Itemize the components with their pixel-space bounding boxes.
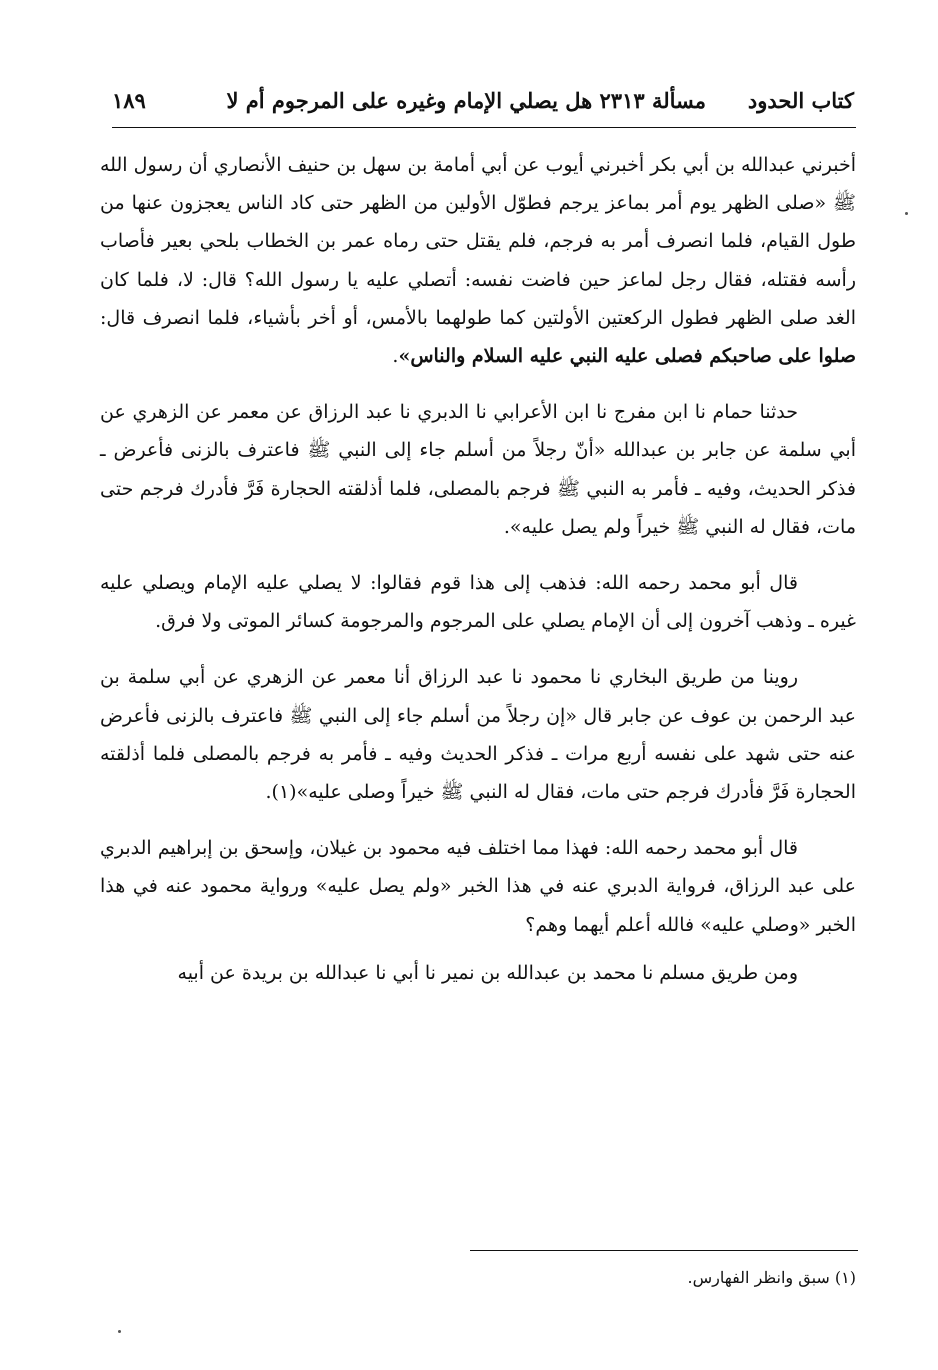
paragraph-6: ومن طريق مسلم نا محمد بن عبدالله بن نمير نا أبي نا عبدالله بن بريدة عن أبيه <box>177 961 798 984</box>
page-number: ١٨٩ <box>112 88 146 113</box>
paragraph-3: قال أبو محمد رحمه الله: فذهب إلى هذا قوم فقالوا: لا يصلي عليه الإمام ويصلي عليه غيره ـ وذهب آخرون إلى أن الإمام يصلي على المرجوم والمرجومة كسائر الموتى ولا فرق. <box>100 572 856 633</box>
footnote-divider <box>470 1250 858 1251</box>
scan-speck <box>905 212 908 215</box>
issue-title: مسألة ٢٣١٣ هل يصلي الإمام وغيره على المرجوم أم لا <box>226 88 706 113</box>
paragraph-1-bold-quote: صلوا على صاحبكم فصلى عليه النبي عليه السلام والناس» <box>398 345 856 368</box>
paragraph-1 <box>100 146 856 375</box>
paragraph-2: حدثنا حمام نا ابن مفرج نا ابن الأعرابي نا الدبري نا عبد الرزاق عن معمر عن الزهري عن أبي سلمة عن جابر بن عبدالله «أنّ رجلاً من أسلم جاء إلى النبي ﷺ فاعترف بالزنى فأعرض ـ فذكر الحديث، وفيه ـ فأمر به النبي ﷺ فرجم بالمصلى، فلما أذلقته الحجارة فَرَّ فأدرك فرجم حتى مات، فقال له النبي ﷺ خيراً ولم يصل عليه». <box>100 401 856 538</box>
book-title: كتاب الحدود <box>747 88 854 113</box>
paragraph-5: قال أبو محمد رحمه الله: فهذا مما اختلف فيه محمود بن غيلان، وإسحق بن إبراهيم الدبري على عبد الرزاق، فرواية الدبري عنه في هذا الخبر «ولم يصل عليه» ورواية محمود عنه في هذا الخبر «وصلي عليه» فالله أعلم أيهما وهم؟ <box>100 837 856 936</box>
main-text <box>100 146 856 992</box>
scan-speck <box>118 1330 121 1333</box>
paragraph-1-text: أخبرني عبدالله بن أبي بكر أخبرني أيوب عن أبي أمامة بن سهل بن حنيف الأنصاري أن رسول الله ﷺ «صلى الظهر يوم أمر بماعز يرجم فطوّل الأولين من الظهر حتى كاد الناس يعجزون عنها من طول القيام، فلما انصرف أمر به فرجم، فلم يقتل حتى رماه عمر بن الخطاب بلحي بعير فأصاب رأسه فقتله، فقال رجل لماعز حين فاضت نفسه: أتصلي عليه يا رسول الله؟ قال: لا، فلما كان الغد صلى الظهر فطول الركعتين الأولتين كما طولهما بالأمس، أو أخر بأشياء، فلما انصرف قال: <box>100 154 856 329</box>
footnote: (١) سبق وانظر الفهارس. <box>687 1268 856 1287</box>
paragraph-4: روينا من طريق البخاري نا محمود نا عبد الرزاق أنا معمر عن الزهري عن أبي سلمة بن عبد الرحمن بن عوف عن جابر قال «إن رجلاً من أسلم جاء إلى النبي ﷺ فاعترف بالزنى فأعرض عنه حتى شهد على نفسه أربع مرات ـ فذكر الحديث وفيه ـ فأمر به فرجم بالمصلى فلما أذلقته الحجارة فَرَّ فأدرك فرجم حتى مات، فقال له النبي ﷺ خيراً وصلى عليه»(١). <box>100 666 856 804</box>
page-header <box>112 82 854 124</box>
header-divider <box>112 127 856 128</box>
paragraph-1-end: . <box>392 345 399 368</box>
